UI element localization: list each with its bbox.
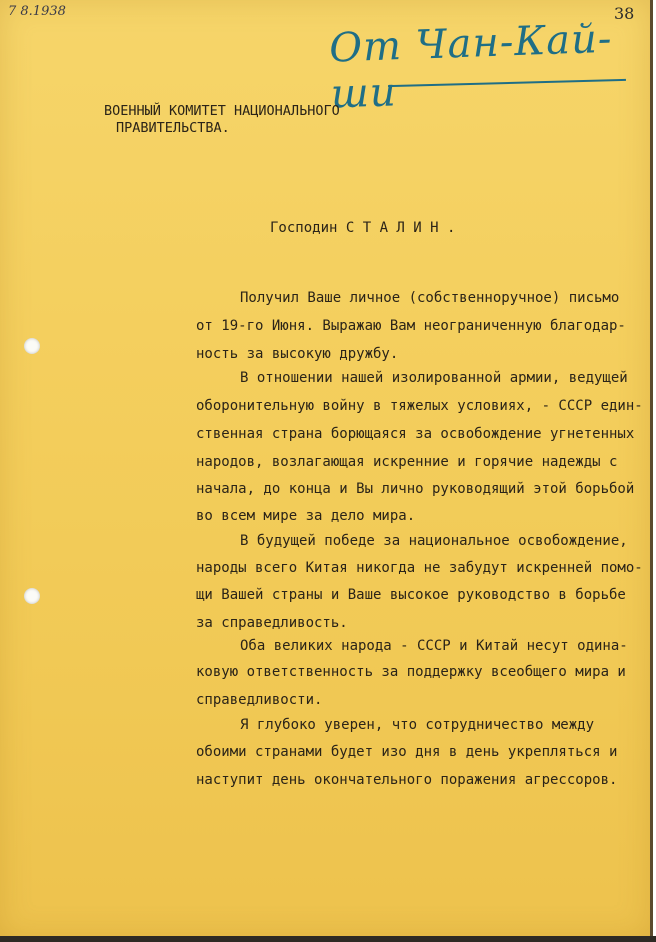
archive-date-stamp: 7 8.1938 (8, 4, 66, 19)
body-line: ковую ответственность за поддержку всеобщего мира и (196, 664, 626, 680)
binder-hole-bottom (24, 588, 40, 604)
body-line: справедливости. (196, 692, 323, 708)
body-line: ственная страна борющаяся за освобождение угнетенных (196, 426, 635, 442)
body-line: ность за высокую дружбу. (196, 346, 399, 362)
body-line: Получил Ваше личное (собственноручное) письмо (240, 290, 620, 306)
body-line: народов, возлагающая искренние и горячие надежды с (196, 454, 618, 470)
body-line: от 19-го Июня. Выражаю Вам неограниченную благодар- (196, 318, 626, 334)
page-number: 38 (614, 4, 635, 23)
salutation: Господин С Т А Л И Н . (270, 220, 456, 236)
body-line: Я глубоко уверен, что сотрудничество между (240, 717, 595, 733)
body-line: оборонительную войну в тяжелых условиях, - СССР един- (196, 398, 643, 414)
body-line: во всем мире за дело мира. (196, 508, 416, 524)
body-line: щи Вашей страны и Ваше высокое руководство в борьбе (196, 587, 626, 603)
letterhead-line-1: ВОЕННЫЙ КОМИТЕТ НАЦИОНАЛЬНОГО (104, 103, 340, 119)
body-line: начала, до конца и Вы лично руководящий этой борьбой (196, 481, 635, 497)
handwritten-annotation: От Чан-Кай-ши (328, 15, 614, 118)
scan-border (0, 936, 656, 942)
body-line: народы всего Китая никогда не забудут искренней помо- (196, 560, 643, 576)
body-line: обоими странами будет изо дня в день укрепляться и (196, 744, 618, 760)
body-line: В отношении нашей изолированной армии, ведущей (240, 370, 628, 386)
body-line: Оба великих народа - СССР и Китай несут одина- (240, 638, 628, 654)
body-line: наступит день окончательного поражения агрессоров. (196, 772, 618, 788)
binder-hole-top (24, 338, 40, 354)
letterhead-line-2: ПРАВИТЕЛЬСТВА. (116, 120, 230, 136)
body-line: за справедливость. (196, 615, 348, 631)
body-line: В будущей победе за национальное освобождение, (240, 533, 628, 549)
